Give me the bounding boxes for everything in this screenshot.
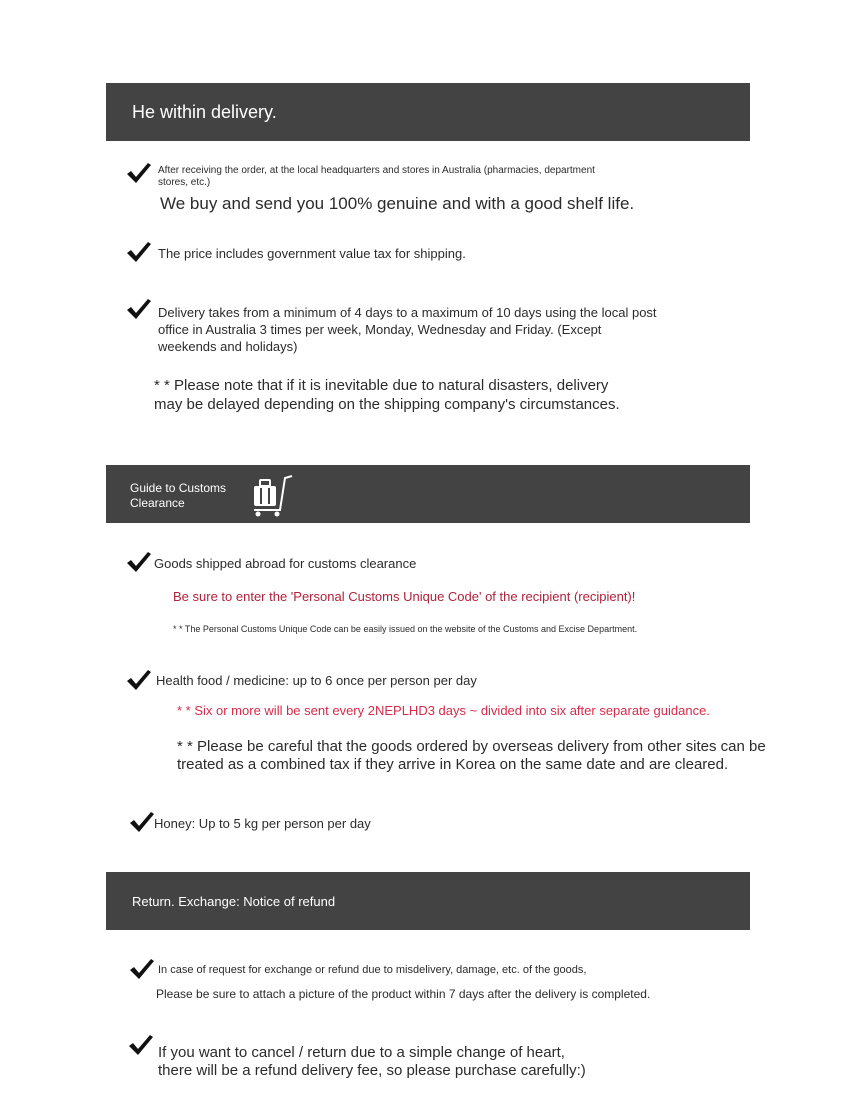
item-text: office in Australia 3 times per week, Monday, Wednesday and Friday. (Except [158,322,602,337]
check-icon [126,551,152,573]
customs-title-line: Guide to Customs [130,481,227,495]
customs-title-line: Clearance [130,496,185,510]
six-or-more-note: * * Six or more will be sent every 2NEPLHD3 days ~ divided into six after separate guidance. [177,703,710,718]
item-text: weekends and holidays) [158,339,298,354]
check-icon [128,1034,154,1056]
combined-tax-note: * * Please be careful that the goods ordered by overseas delivery from other sites can be [177,738,766,755]
item-text: Honey: Up to 5 kg per person per day [154,816,371,831]
check-icon [126,298,152,320]
check-icon [126,669,152,691]
check-icon [129,958,155,980]
check-icon [129,811,155,833]
return-banner [106,872,750,930]
delivery-banner [106,83,750,141]
item-text: The price includes government value tax for shipping. [158,246,466,261]
item-text: In case of request for exchange or refund due to misdelivery, damage, etc. of the goods, [158,964,587,976]
item-text: Delivery takes from a minimum of 4 days to a maximum of 10 days using the local post [158,305,657,320]
disaster-note: may be delayed depending on the shipping company's circumstances. [154,396,620,413]
combined-tax-note: treated as a combined tax if they arrive in Korea on the same date and are cleared. [177,756,729,773]
item-highlight: We buy and send you 100% genuine and with a good shelf life. [160,194,635,213]
luggage-cart-icon [250,474,294,518]
customs-banner [106,465,750,523]
item-text: After receiving the order, at the local headquarters and stores in Australia (pharmacies, department [158,165,595,176]
refund-fee-note: If you want to cancel / return due to a simple change of heart, [158,1044,565,1061]
check-icon [126,241,152,263]
return-title: Return. Exchange: Notice of refund [132,893,336,909]
disaster-note: * * Please note that if it is inevitable due to natural disasters, delivery [154,377,609,394]
item-text: Health food / medicine: up to 6 once per person per day [156,673,477,688]
item-text: Please be sure to attach a picture of the product within 7 days after the delivery is completed. [156,987,651,1001]
customs-code-note: * * The Personal Customs Unique Code can be easily issued on the website of the Customs and Excise Department. [173,624,638,634]
item-text: stores, etc.) [158,177,211,188]
delivery-title: He within delivery. [132,101,277,122]
refund-fee-note: there will be a refund delivery fee, so please purchase carefully:) [158,1062,586,1079]
item-text: Goods shipped abroad for customs clearance [154,556,417,571]
check-icon [126,162,152,184]
customs-title [130,481,226,511]
customs-code-warning: Be sure to enter the 'Personal Customs Unique Code' of the recipient (recipient)! [173,589,636,604]
